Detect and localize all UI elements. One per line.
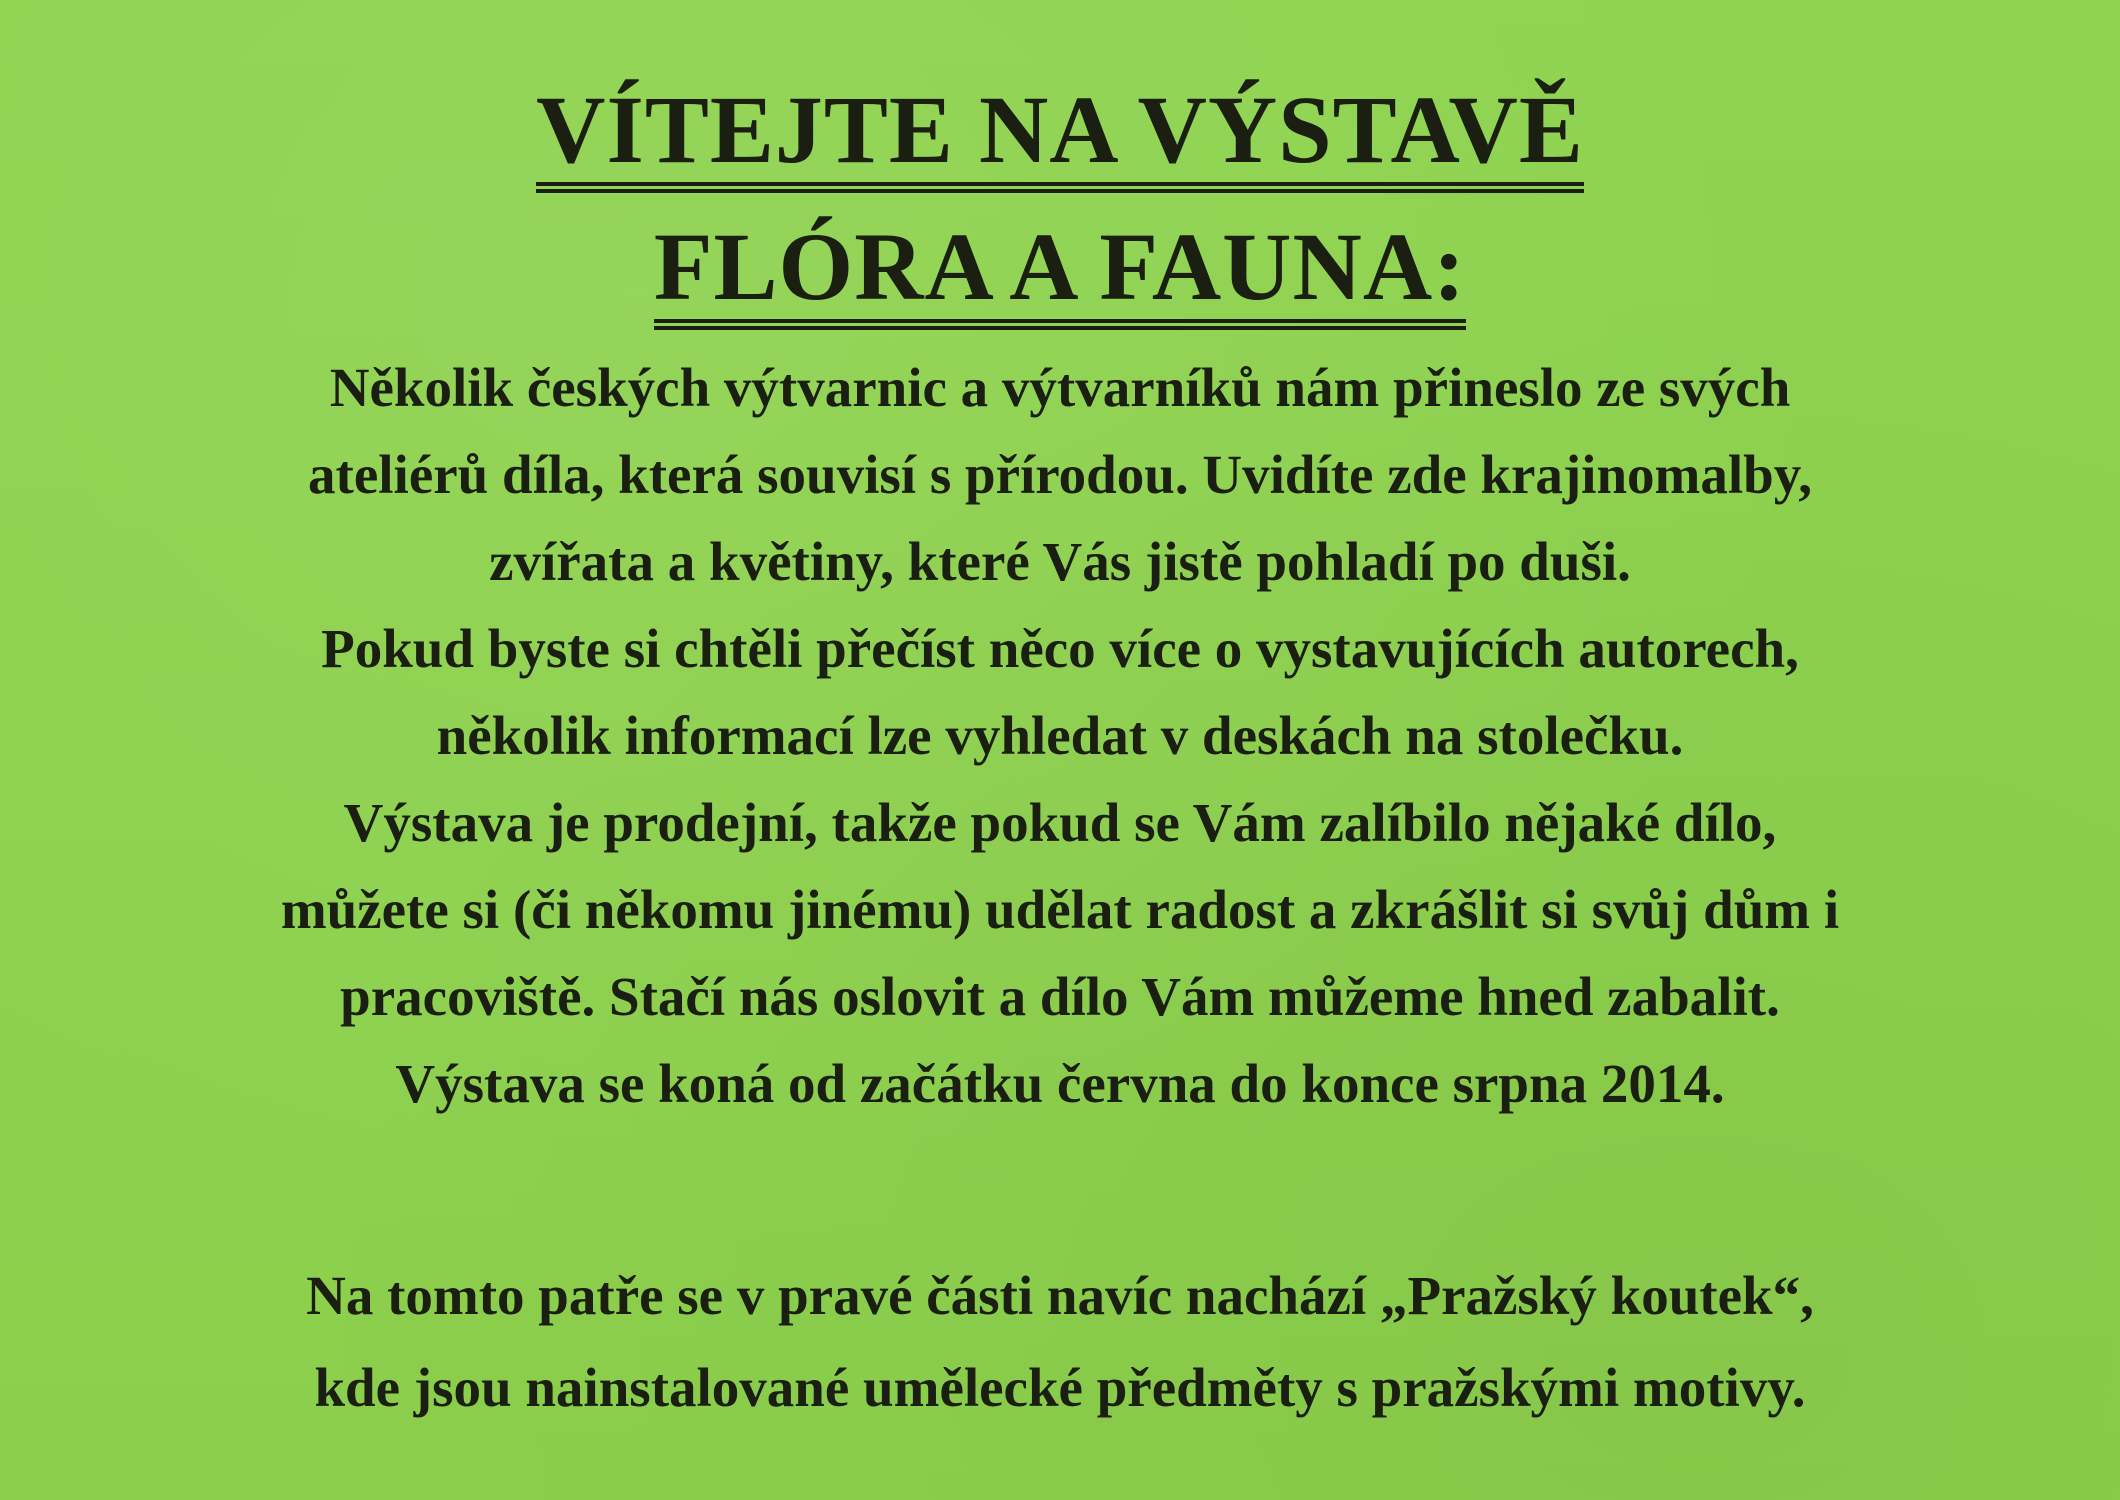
notice-title [0,76,2120,330]
title-line-1: VÍTEJTE NA VÝSTAVĚ [536,82,1584,193]
body-line-8: pracoviště. Stačí nás oslovit a dílo Vám můžeme hned zabalit. [340,966,1780,1027]
body-line-2: ateliérů díla, která souvisí s přírodou. Uvidíte zde krajinomalby, [308,444,1812,505]
footer-line-2: kde jsou nainstalované umělecké předměty s pražskými motivy. [314,1357,1806,1418]
body-line-6: Výstava je prodejní, takže pokud se Vám zalíbilo nějaké dílo, [343,792,1777,853]
title-line-2: FLÓRA A FAUNA: [654,219,1466,330]
body-line-3: zvířata a květiny, které Vás jistě pohladí po duši. [489,531,1631,592]
notice-footer [0,1250,2120,1434]
body-line-5: několik informací lze vyhledat v deskách na stolečku. [436,705,1684,766]
body-line-4: Pokud byste si chtěli přečíst něco více o vystavujících autorech, [321,618,1799,679]
body-line-1: Několik českých výtvarnic a výtvarníků nám přineslo ze svých [329,357,1791,418]
body-line-7: můžete si (či někomu jinému) udělat radost a zkrášlit si svůj dům i [280,879,1840,940]
body-line-9: Výstava se koná od začátku června do konce srpna 2014. [395,1053,1725,1114]
footer-line-1: Na tomto patře se v pravé části navíc nachází „Pražský koutek“, [306,1265,1814,1326]
notice-body [0,344,2120,1127]
